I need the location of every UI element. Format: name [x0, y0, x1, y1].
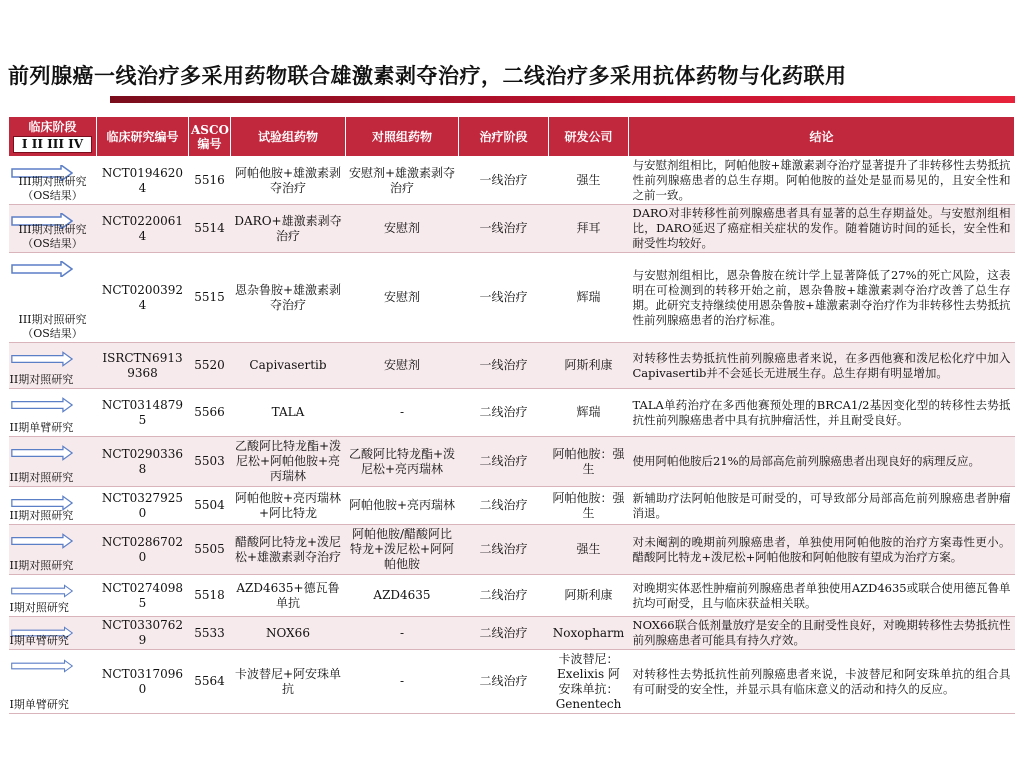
- table-row: [9, 389, 1015, 437]
- ctrl-drug-cell: 阿帕他胺/醋酸阿比特龙+泼尼松+阿阿帕他胺: [346, 525, 459, 575]
- exp-drug-cell: 阿帕他胺+雄激素剥夺治疗: [231, 157, 346, 205]
- header-exp-drug: 试验组药物: [231, 117, 346, 157]
- exp-drug-cell: 乙酸阿比特龙酯+泼尼松+阿帕他胺+亮丙瑞林: [231, 437, 346, 487]
- exp-drug-cell: TALA: [231, 389, 346, 437]
- stage-cell: [9, 487, 97, 525]
- company-cell: 强生: [549, 525, 629, 575]
- exp-drug-cell: DARO+雄激素剥夺治疗: [231, 205, 346, 253]
- stage-label: III期对照研究（OS结果）: [18, 175, 87, 202]
- line-cell: 二线治疗: [459, 617, 549, 650]
- asco-id-cell: 5514: [189, 205, 231, 253]
- header-stage: [9, 117, 97, 157]
- table-row: [9, 205, 1015, 253]
- clinical-trials-table: [8, 116, 1015, 714]
- company-cell: 阿斯利康: [549, 343, 629, 389]
- stage-label: II期单臂研究: [9, 421, 74, 434]
- trial-id-cell: NCT02903368: [97, 437, 189, 487]
- ctrl-drug-cell: AZD4635: [346, 575, 459, 617]
- phase-arrow-icon: [11, 351, 73, 367]
- exp-drug-cell: 恩杂鲁胺+雄激素剥夺治疗: [231, 253, 346, 343]
- header-ctrl-drug: 对照组药物: [346, 117, 459, 157]
- line-cell: 一线治疗: [459, 157, 549, 205]
- conclusion-cell: 对晚期实体恶性肿瘤前列腺癌患者单独使用AZD4635或联合使用德瓦鲁单抗均可耐受，且与临床获益相关联。: [629, 575, 1015, 617]
- trial-id-cell: NCT03307629: [97, 617, 189, 650]
- exp-drug-cell: NOX66: [231, 617, 346, 650]
- conclusion-cell: 新辅助疗法阿帕他胺是可耐受的，可导致部分局部高危前列腺癌患者肿瘤消退。: [629, 487, 1015, 525]
- stage-cell: [9, 389, 97, 437]
- asco-id-cell: 5515: [189, 253, 231, 343]
- stage-cell: [9, 525, 97, 575]
- phase-arrow-icon: [11, 583, 73, 599]
- exp-drug-cell: 阿帕他胺+亮丙瑞林+阿比特龙: [231, 487, 346, 525]
- trial-id-cell: NCT02003924: [97, 253, 189, 343]
- company-cell: 阿帕他胺：强生: [549, 437, 629, 487]
- header-stage-phases: I II III IV: [13, 136, 92, 153]
- ctrl-drug-cell: 安慰剂: [346, 205, 459, 253]
- ctrl-drug-cell: 安慰剂: [346, 343, 459, 389]
- line-cell: 二线治疗: [459, 525, 549, 575]
- line-cell: 一线治疗: [459, 253, 549, 343]
- page-title: 前列腺癌一线治疗多采用药物联合雄激素剥夺治疗，二线治疗多采用抗体药物与化药联用: [8, 63, 847, 88]
- stage-cell: [9, 437, 97, 487]
- table-row: [9, 253, 1015, 343]
- ctrl-drug-cell: 阿帕他胺+亮丙瑞林: [346, 487, 459, 525]
- ctrl-drug-cell: -: [346, 389, 459, 437]
- asco-id-cell: 5503: [189, 437, 231, 487]
- exp-drug-cell: Capivasertib: [231, 343, 346, 389]
- company-cell: 辉瑞: [549, 253, 629, 343]
- trial-id-cell: NCT03148795: [97, 389, 189, 437]
- conclusion-cell: NOX66联合低剂量放疗是安全的且耐受性良好，对晚期转移性去势抵抗性前列腺癌患者可能具有持久疗效。: [629, 617, 1015, 650]
- header-asco: ASCO编号: [189, 117, 231, 157]
- exp-drug-cell: 卡波替尼+阿安珠单抗: [231, 650, 346, 714]
- stage-cell: [9, 253, 97, 343]
- conclusion-cell: 对转移性去势抵抗性前列腺癌患者来说，在多西他赛和泼尼松化疗中加入Capivasertib并不会延长无进展生存。总生存期有明显增加。: [629, 343, 1015, 389]
- conclusion-cell: 对转移性去势抵抗性前列腺癌患者来说，卡波替尼和阿安珠单抗的组合具有可耐受的安全性，并显示具有临床意义的活动和持久的反应。: [629, 650, 1015, 714]
- header-stage-label: 临床阶段: [28, 120, 77, 134]
- header-nct: 临床研究编号: [97, 117, 189, 157]
- stage-cell: [9, 650, 97, 714]
- stage-label: II期对照研究: [9, 509, 74, 522]
- trial-id-cell: NCT02867020: [97, 525, 189, 575]
- line-cell: 一线治疗: [459, 343, 549, 389]
- asco-id-cell: 5518: [189, 575, 231, 617]
- table-row: [9, 575, 1015, 617]
- trial-id-cell: NCT03170960: [97, 650, 189, 714]
- company-cell: 卡波替尼：Exelixis 阿安珠单抗：Genentech: [549, 650, 629, 714]
- line-cell: 二线治疗: [459, 575, 549, 617]
- ctrl-drug-cell: -: [346, 650, 459, 714]
- trial-id-cell: NCT02200614: [97, 205, 189, 253]
- company-cell: Noxopharm: [549, 617, 629, 650]
- asco-id-cell: 5533: [189, 617, 231, 650]
- table-row: [9, 437, 1015, 487]
- phase-arrow-icon: [11, 261, 73, 277]
- stage-cell: [9, 617, 97, 650]
- stage-cell: [9, 205, 97, 253]
- trial-id-cell: NCT02740985: [97, 575, 189, 617]
- ctrl-drug-cell: 安慰剂+雄激素剥夺治疗: [346, 157, 459, 205]
- line-cell: 二线治疗: [459, 389, 549, 437]
- title-underline-bar: [110, 96, 1015, 103]
- conclusion-cell: 与安慰剂组相比，阿帕他胺+雄激素剥夺治疗显著提升了非转移性去势抵抗性前列腺癌患者的总生存期。阿帕他胺的益处是显而易见的，且安全性和之前一致。: [629, 157, 1015, 205]
- trial-id-cell: ISRCTN69139368: [97, 343, 189, 389]
- exp-drug-cell: AZD4635+德瓦鲁单抗: [231, 575, 346, 617]
- conclusion-cell: TALA单药治疗在多西他赛预处理的BRCA1/2基因变化型的转移性去势抵抗性前列腺癌患者中具有抗肿瘤活性，并且耐受良好。: [629, 389, 1015, 437]
- company-cell: 拜耳: [549, 205, 629, 253]
- ctrl-drug-cell: 安慰剂: [346, 253, 459, 343]
- table-row: [9, 617, 1015, 650]
- conclusion-cell: 对未阉割的晚期前列腺癌患者，单独使用阿帕他胺的治疗方案毒性更小。醋酸阿比特龙+泼尼松+阿帕他胺和阿帕他胺有望成为治疗方案。: [629, 525, 1015, 575]
- stage-label: I期单臂研究: [9, 698, 69, 711]
- company-cell: 强生: [549, 157, 629, 205]
- table-row: [9, 525, 1015, 575]
- conclusion-cell: 使用阿帕他胺后21%的局部高危前列腺癌患者出现良好的病理反应。: [629, 437, 1015, 487]
- stage-label: II期对照研究: [9, 373, 74, 386]
- asco-id-cell: 5516: [189, 157, 231, 205]
- conclusion-cell: DARO对非转移性前列腺癌患者具有显著的总生存期益处。与安慰剂组相比，DARO延迟了癌症相关症状的发作。随着随访时间的延长，安全性和耐受性均较好。: [629, 205, 1015, 253]
- ctrl-drug-cell: -: [346, 617, 459, 650]
- asco-id-cell: 5504: [189, 487, 231, 525]
- header-conclusion: 结论: [629, 117, 1015, 157]
- table-row: [9, 487, 1015, 525]
- table-row: [9, 650, 1015, 714]
- stage-label: I期单臂研究: [9, 634, 69, 647]
- phase-arrow-icon: [11, 533, 73, 549]
- stage-label: III期对照研究（OS结果）: [18, 223, 87, 250]
- stage-cell: [9, 575, 97, 617]
- line-cell: 二线治疗: [459, 650, 549, 714]
- phase-arrow-icon: [11, 445, 73, 461]
- asco-id-cell: 5505: [189, 525, 231, 575]
- line-cell: 二线治疗: [459, 437, 549, 487]
- phase-arrow-icon: [11, 658, 73, 674]
- conclusion-cell: 与安慰剂组相比，恩杂鲁胺在统计学上显著降低了27%的死亡风险，这表明在可检测到的转移开始之前，恩杂鲁胺+雄激素剥夺治疗改善了总生存期。此研究支持继续使用恩杂鲁胺+雄激素剥夺治疗作为非转移性去势抵抗性前列腺癌患者的治疗标准。: [629, 253, 1015, 343]
- line-cell: 二线治疗: [459, 487, 549, 525]
- stage-label: II期对照研究: [9, 559, 74, 572]
- asco-id-cell: 5564: [189, 650, 231, 714]
- company-cell: 阿帕他胺：强生: [549, 487, 629, 525]
- table-row: [9, 343, 1015, 389]
- stage-label: I期对照研究: [9, 601, 69, 614]
- stage-label: III期对照研究（OS结果）: [18, 313, 87, 340]
- trial-id-cell: NCT03279250: [97, 487, 189, 525]
- company-cell: 阿斯利康: [549, 575, 629, 617]
- exp-drug-cell: 醋酸阿比特龙+泼尼松+雄激素剥夺治疗: [231, 525, 346, 575]
- asco-id-cell: 5520: [189, 343, 231, 389]
- stage-label: II期对照研究: [9, 471, 74, 484]
- stage-cell: [9, 157, 97, 205]
- ctrl-drug-cell: 乙酸阿比特龙酯+泼尼松+亮丙瑞林: [346, 437, 459, 487]
- asco-id-cell: 5566: [189, 389, 231, 437]
- table-row: [9, 157, 1015, 205]
- header-line: 治疗阶段: [459, 117, 549, 157]
- phase-arrow-icon: [11, 397, 73, 413]
- header-company: 研发公司: [549, 117, 629, 157]
- line-cell: 一线治疗: [459, 205, 549, 253]
- company-cell: 辉瑞: [549, 389, 629, 437]
- stage-cell: [9, 343, 97, 389]
- trial-id-cell: NCT01946204: [97, 157, 189, 205]
